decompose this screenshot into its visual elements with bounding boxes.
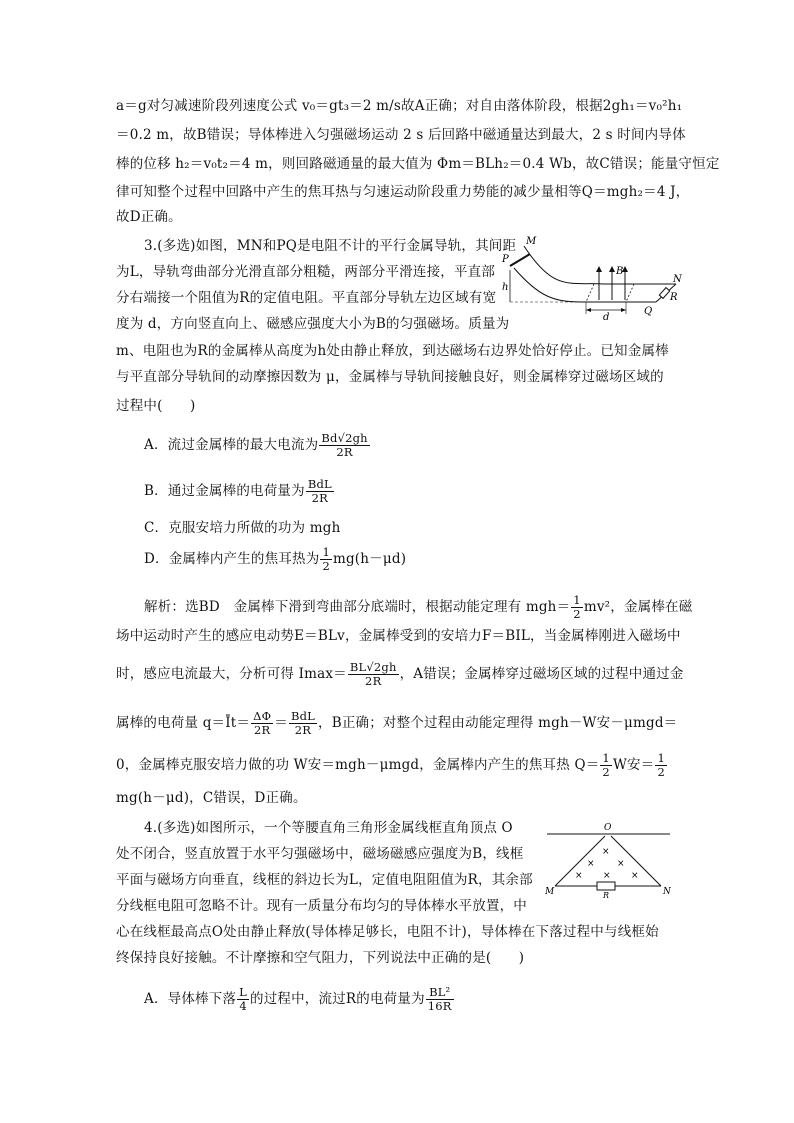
analysis-frac-half-1: $\frac{1}{2}$ (602, 751, 610, 779)
field-cross: × (602, 847, 610, 857)
analysis-line-3: 时，感应电流最大，分析可得 Imax＝ $\frac{BL√2gh}{2R}$ ，A错误；金属棒穿过磁场区域的过程中通过金 (116, 660, 684, 688)
analysis-frac-charge: $\frac{\text{BdL}}{2R}$ (290, 709, 315, 737)
option-b-fraction: $\frac{\text{BdL}}{2R}$ (307, 477, 332, 505)
q3-stem-line-5: m、电阻也为R的金属棒从高度为h处由静止释放，到达磁场右边界处恰好停止。已知金属棒 (116, 343, 669, 359)
q4-frac-charge: $\frac{\text{BL²}}{16R}$ (427, 985, 452, 1013)
field-cross: × (631, 871, 639, 881)
analysis-line-1: 解析：选BD 金属棒下滑到弯曲部分底端时，根据动能定理有 mgh＝ $\frac{1}{2}$ mv²，金属棒在磁 (144, 593, 693, 621)
q4-option-a: A．导体棒下落 $\frac{L}{4}$ 的过程中，流过R的电荷量为 $\frac{\text{BL²}}{16R}$ (144, 985, 452, 1013)
solution-line-4: 律可知整个过程中回路中产生的焦耳热与匀速运动阶段重力势能的减少量相等Q＝mgh₂＝4 J， (116, 184, 690, 200)
field-cross: × (603, 871, 611, 881)
q3-stem-line-1: 3.(多选)如图，MN和PQ是电阻不计的平行金属导轨，其间距 (144, 238, 517, 254)
q3-stem-line-6: 与平直部分导轨间的动摩擦因数为 μ，金属棒与导轨间接触良好，则金属棒穿过磁场区域的 (116, 369, 664, 385)
label-N: N (673, 274, 682, 285)
label-N: N (663, 887, 671, 897)
q4-triangle-figure (545, 820, 675, 898)
label-M: M (526, 236, 537, 247)
q3-stem-line-3: 分右端接一个阻值为R的定值电阻。平直部分导轨左边区域有宽 (116, 290, 497, 306)
field-cross: × (587, 859, 595, 869)
analysis-frac-flux: $\frac{\Delta\Phi}{2R}$ (253, 709, 272, 737)
q4-stem-line-6: 终保持良好接触。不计摩擦和空气阻力，下列说法中正确的是( ) (116, 950, 525, 966)
label-B: B (616, 266, 624, 277)
q3-option-b: B．通过金属棒的电荷量为 $\frac{\text{BdL}}{2R}$ (144, 477, 332, 505)
solution-line-2: ＝0.2 m，故B错误；导体棒进入匀强磁场运动 2 s 后回路中磁通量达到最大，2 s 时间内导体 (116, 127, 686, 143)
label-d: d (603, 312, 610, 323)
analysis-line-6: mg(h－μd)，C错误，D正确。 (116, 790, 307, 806)
q4-stem-line-1: 4.(多选)如图所示，一个等腰直角三角形金属线框直角顶点 O (144, 820, 513, 836)
analysis-frac-imax: $\frac{BL√2gh}{2R}$ (349, 660, 397, 688)
q3-rails-figure (494, 232, 684, 324)
solution-line-5: 故D正确。 (116, 209, 182, 225)
analysis-line-5: 0，金属棒克服安培力做的功 W安＝mgh－μmgd，金属棒内产生的焦耳热 Q＝ $\frac{1}{2}$ W安＝ $\frac{1}{2}$ (116, 751, 665, 779)
field-cross: × (617, 859, 625, 869)
q3-option-d: D．金属棒内产生的焦耳热为 $\frac{1}{2}$ mg(h－μd) (144, 545, 407, 573)
solution-line-1: a＝g对匀减速阶段列速度公式 v₀＝gt₃＝2 m/s故A正确；对自由落体阶段，根据2gh₁＝v₀²h₁ (116, 98, 683, 114)
q4-frac-l4: $\frac{L}{4}$ (239, 985, 247, 1013)
analysis-frac-half-2: $\frac{1}{2}$ (657, 751, 665, 779)
label-P: P (502, 254, 509, 265)
option-d-fraction: $\frac{1}{2}$ (322, 545, 330, 573)
q3-stem-line-2: 为L，导轨弯曲部分光滑直部分粗糙，两部分平滑连接，平直部 (116, 264, 496, 280)
analysis-frac-1: $\frac{1}{2}$ (573, 593, 581, 621)
label-R: R (603, 891, 610, 898)
q3-option-a: A．流过金属棒的最大电流为 $\frac{Bd√2gh}{2R}$ (144, 431, 368, 459)
analysis-line-4: 属棒的电荷量 q＝Īt＝ $\frac{\Delta\Phi}{2R}$ ＝ $\frac{\text{BdL}}{2R}$ ，B正确；对整个过程由动能定理得 mgh－W安－μmgd＝ (116, 709, 678, 737)
label-R: R (670, 292, 678, 303)
q4-stem-line-3: 平面与磁场方向垂直，线框的斜边长为L，定值电阻阻值为R，其余部 (116, 872, 533, 888)
q3-stem-line-7: 过程中( ) (116, 398, 196, 414)
solution-line-3: 棒的位移 h₂＝v₀t₂＝4 m，则回路磁通量的最大值为 Φm＝BLh₂＝0.4 Wb，故C错误；能量守恒定 (116, 156, 720, 172)
analysis-line-2: 场中运动时产生的感应电动势E＝BLv，金属棒受到的安培力F＝BIL，当金属棒刚进入磁场中 (116, 628, 681, 644)
option-a-fraction: $\frac{Bd√2gh}{2R}$ (321, 431, 368, 459)
field-cross: × (575, 871, 583, 881)
label-O: O (604, 823, 612, 833)
label-M: M (545, 887, 555, 897)
q3-stem-line-4: 度为 d，方向竖直向上、磁感应强度大小为B的匀强磁场。质量为 (116, 316, 510, 332)
q4-stem-line-5: 心在线框最高点O处由静止释放(导体棒足够长，电阻不计)，导体棒在下落过程中与线框始 (116, 924, 659, 940)
q4-stem-line-4: 分线框电阻可忽略不计。现有一质量分布均匀的导体棒水平放置，中 (116, 898, 527, 914)
q4-stem-line-2: 处不闭合，竖直放置于水平匀强磁场中，磁场磁感应强度为B，线框 (116, 846, 524, 862)
q3-option-c: C．克服安培力所做的功为 mgh (144, 520, 341, 536)
label-h: h (502, 282, 509, 293)
label-Q: Q (644, 306, 653, 317)
